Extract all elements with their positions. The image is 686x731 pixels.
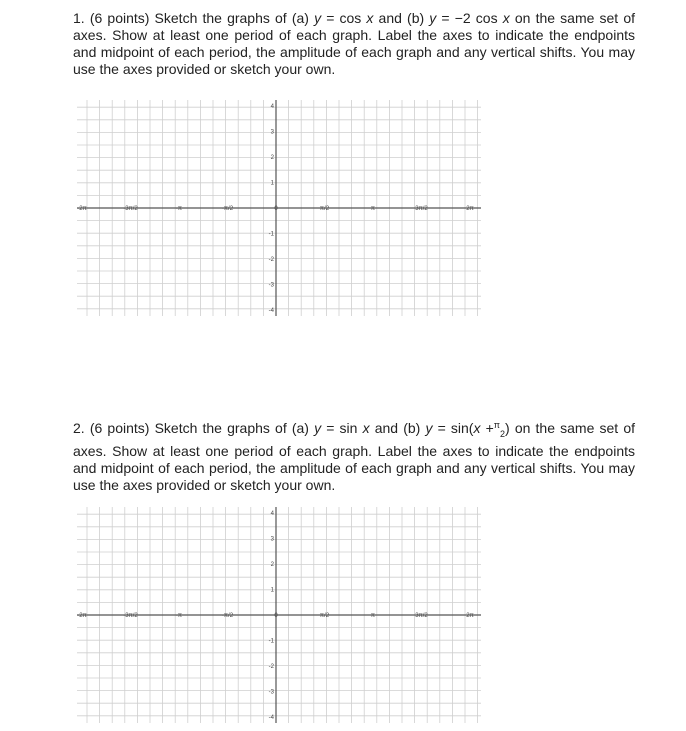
problem-2-graph-grid[interactable] bbox=[74, 505, 484, 725]
y-tick-label: -2 bbox=[268, 257, 274, 263]
x-tick-label: 0 bbox=[274, 206, 278, 212]
y-tick-label: 3 bbox=[270, 129, 274, 136]
y-tick-label: -3 bbox=[268, 689, 274, 696]
x-tick-label: -π bbox=[175, 613, 183, 619]
y-tick-label: -4 bbox=[268, 715, 274, 721]
x-tick-label: π/2 bbox=[319, 613, 330, 619]
x-tick-label: -2π bbox=[77, 613, 87, 619]
y-tick-label: -2 bbox=[268, 664, 274, 670]
y-tick-label: -4 bbox=[268, 308, 274, 314]
x-tick-label: -3π/2 bbox=[123, 613, 138, 619]
y-tick-label: -3 bbox=[268, 282, 274, 289]
y-tick-label: -1 bbox=[268, 231, 274, 238]
x-tick-label: 3π/2 bbox=[415, 206, 428, 212]
problem-1-graph-grid[interactable] bbox=[74, 98, 484, 318]
x-tick-label: -π/2 bbox=[221, 613, 234, 619]
x-tick-label: -π/2 bbox=[221, 206, 234, 212]
x-tick-label: 2π bbox=[466, 206, 474, 212]
x-tick-label: -2π bbox=[77, 206, 87, 212]
y-tick-label: 4 bbox=[270, 511, 274, 517]
x-tick-label: 2π bbox=[466, 613, 474, 619]
x-tick-label: π/2 bbox=[319, 206, 330, 212]
x-tick-label: 0 bbox=[274, 613, 278, 619]
y-tick-label: 2 bbox=[270, 155, 274, 161]
y-tick-label: 4 bbox=[270, 104, 274, 110]
x-tick-label: -π bbox=[175, 206, 183, 212]
problem-1-text: 1. (6 points) Sketch the graphs of (a) y = cos x and (b) y = −2 cos x on the same set of axes. Show at least one period of each graph. Label the axes to indicate the endpoints and midpoint of each period, the amplitude of each graph and any vertical shifts. You may use the axes provided or sketch your own. bbox=[73, 10, 636, 77]
x-tick-label: 3π/2 bbox=[415, 613, 428, 619]
x-tick-label: π bbox=[370, 206, 376, 212]
y-tick-label: 2 bbox=[270, 562, 274, 568]
y-tick-label: 3 bbox=[270, 536, 274, 543]
y-tick-label: 1 bbox=[270, 180, 274, 187]
y-tick-label: 1 bbox=[270, 587, 274, 594]
y-tick-label: -1 bbox=[268, 638, 274, 645]
x-tick-label: -3π/2 bbox=[123, 206, 138, 212]
problem-2-text: 2. (6 points) Sketch the graphs of (a) y = sin x and (b) y = sin(x +$^\pi_2$) on the same set of axes. Show at least one period of each graph. Label the axes to indicate the endpoints and midpoint of each period, the amplitude of each graph and any vertical shifts. You may use the axes provided or sketch your own. bbox=[73, 420, 635, 493]
x-tick-label: π bbox=[370, 613, 376, 619]
